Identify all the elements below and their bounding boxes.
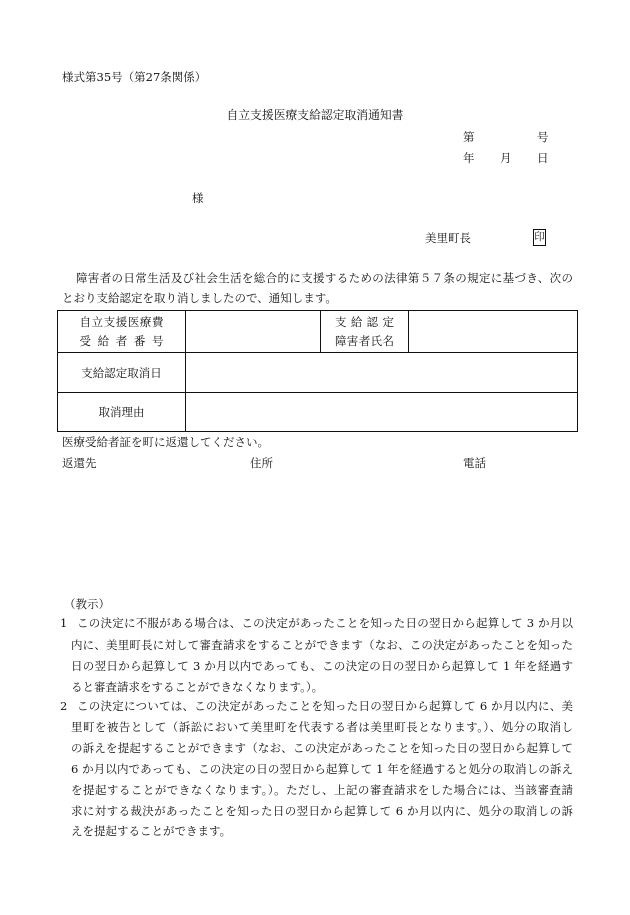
cancel-reason-value-cell xyxy=(186,393,578,432)
instruction-line: の訴えを提起することができます（なお、この決定があったことを知った日の翌日から起算して xyxy=(71,741,573,755)
date-day: 日 xyxy=(537,151,549,165)
instruction-line: 里町を被告として（訴訟において美里町を代表する者は美里町長となります。）、処分の取消し xyxy=(71,720,573,734)
body-line-1: 障害者の日常生活及び社会生活を総合的に支援するための法律第５７条の規定に基づき、次の xyxy=(76,271,573,285)
date-month: 月 xyxy=(500,151,512,165)
seal-mark: 印 xyxy=(533,229,546,246)
instruction-line: この決定については、この決定があったことを知った日の翌日から起算して 6 か月以内に、美 xyxy=(77,699,573,713)
instruction-line: えを提起することができます。 xyxy=(71,824,232,838)
instruction-line: 日の翌日から起算して 3 か月以内であっても、この決定の日の翌日から起算して 1 年を経過す xyxy=(71,659,573,673)
info-table xyxy=(57,310,578,432)
addressee-honorific: 様 xyxy=(192,191,204,205)
patient-name-value-cell xyxy=(409,311,578,353)
form-number: 様式第35号（第27条関係） xyxy=(62,70,207,84)
instruction-line: 求に対する裁決があったことを知った日の翌日から起算して 6 か月以内に、処分の取消しの訴 xyxy=(71,804,573,818)
number-suffix: 号 xyxy=(537,130,549,144)
instruction-item-number: 2 xyxy=(60,699,68,713)
instruction-line: 6 か月以内であっても、この決定の日の翌日から起算して 1 年を経過すると処分の取消しの訴え xyxy=(71,762,573,776)
patient-name-label-line-1: 支 給 認 定 xyxy=(335,314,394,329)
recipient-number-value-cell xyxy=(186,311,321,353)
table-row xyxy=(58,311,578,353)
return-notice: 医療受給者証を町に返還してください。 xyxy=(62,435,269,449)
recipient-number-label-cell xyxy=(58,311,186,353)
recipient-number-label xyxy=(80,313,164,351)
instruction-line: 内に、美里町長に対して審査請求をすることができます（なお、この決定があったことを知った xyxy=(71,638,573,652)
body-line-2: とおり支給認定を取り消しましたので、通知します。 xyxy=(62,291,337,305)
return-phone-label: 電話 xyxy=(463,456,486,470)
instruction-line: この決定に不服がある場合は、この決定があったことを知った日の翌日から起算して 3 か月以 xyxy=(77,616,573,630)
return-destination-label: 返還先 xyxy=(62,456,97,470)
recipient-number-label-line-2: 受 給 者 番 号 xyxy=(79,333,164,348)
cancel-reason-label-cell xyxy=(58,393,186,432)
cancel-date-value-cell xyxy=(186,353,578,393)
patient-name-label-cell xyxy=(321,311,409,353)
document-title: 自立支援医療支給認定取消通知書 xyxy=(226,108,404,122)
patient-name-label-line-2: 障害者氏名 xyxy=(335,333,394,348)
recipient-number-label-line-1: 自立支援医療費 xyxy=(79,314,164,329)
instruction-line: ると審査請求をすることができなくなります。）。 xyxy=(71,680,324,694)
table-row xyxy=(58,393,578,432)
cancel-date-label: 支給認定取消日 xyxy=(81,365,162,380)
instruction-line: を提起することができなくなります。）。ただし、上記の審査請求をした場合には、当該審査請 xyxy=(71,783,573,797)
patient-name-label xyxy=(335,313,394,351)
table-row xyxy=(58,353,578,393)
return-address-label: 住所 xyxy=(250,456,273,470)
instructions-heading: （教示） xyxy=(64,597,110,611)
cancel-reason-label: 取消理由 xyxy=(98,405,145,419)
cancel-date-label-cell xyxy=(58,353,186,393)
issuer-name: 美里町長 xyxy=(425,231,471,245)
number-prefix: 第 xyxy=(463,130,475,144)
date-year: 年 xyxy=(463,151,475,165)
instruction-item-number: 1 xyxy=(60,616,68,630)
